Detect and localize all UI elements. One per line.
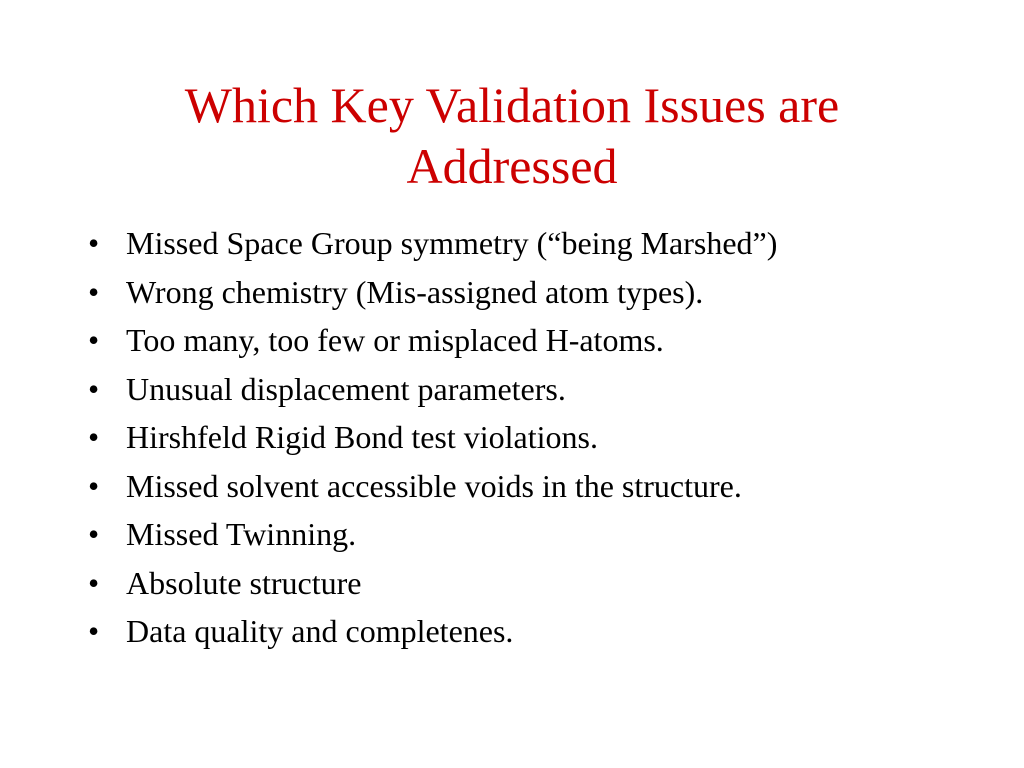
- list-item-text: Too many, too few or misplaced H-atoms.: [126, 322, 664, 358]
- bullet-icon: •: [88, 516, 100, 552]
- bullet-list: [88, 219, 988, 656]
- bullet-icon: •: [88, 419, 100, 455]
- bullet-icon: •: [88, 225, 100, 261]
- list-item: [88, 268, 988, 317]
- list-item: [88, 413, 988, 462]
- list-item-text: Absolute structure: [126, 564, 362, 601]
- list-item-text: Hirshfeld Rigid Bond test violations.: [126, 419, 598, 455]
- list-item-text: Missed solvent accessible voids in the structure.: [126, 467, 742, 504]
- list-item-text: Data quality and completenes.: [126, 613, 514, 649]
- list-item: [88, 510, 988, 559]
- bullet-icon: •: [88, 613, 100, 649]
- list-item: [88, 462, 988, 511]
- list-item: [88, 607, 988, 656]
- list-item: [88, 219, 988, 268]
- bullet-icon: •: [88, 322, 100, 358]
- list-item: [88, 365, 988, 414]
- bullet-icon: •: [88, 370, 100, 407]
- list-item-text: Wrong chemistry (Mis-assigned atom types).: [126, 273, 704, 310]
- list-item-text: Unusual displacement parameters.: [126, 370, 566, 407]
- bullet-icon: •: [88, 564, 100, 601]
- list-item: [88, 316, 988, 365]
- list-item-text: Missed Twinning.: [126, 516, 357, 552]
- bullet-icon: •: [88, 467, 100, 504]
- list-item-text: Missed Space Group symmetry (“being Marshed”): [126, 225, 778, 261]
- bullet-icon: •: [88, 273, 100, 310]
- slide-title: Which Key Validation Issues are Addressed: [184, 77, 840, 194]
- list-item: [88, 559, 988, 608]
